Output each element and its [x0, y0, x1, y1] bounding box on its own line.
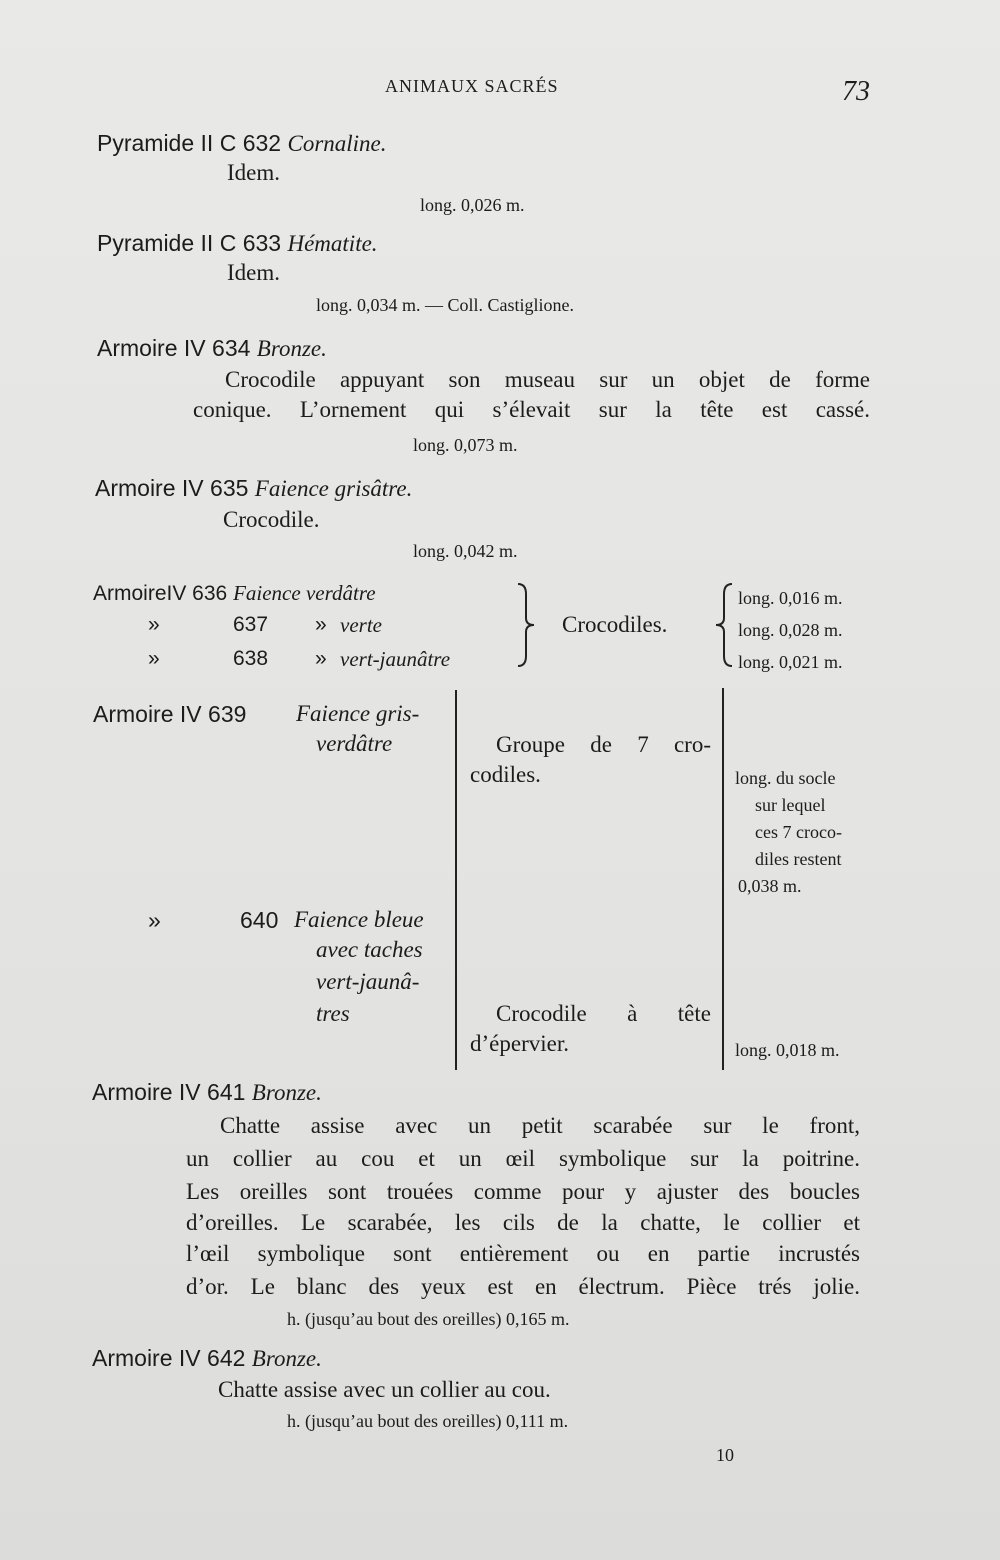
entry-639-desc-line-2: codiles.	[470, 762, 541, 787]
entry-637-number: 637	[233, 613, 269, 636]
entry-640-material-line-3: vert-jaunâ-	[316, 969, 420, 994]
entry-639-dim-line-4: diles restent	[755, 849, 842, 869]
entry-633-dimension: long. 0,034 m. — Coll. Castiglione.	[316, 295, 575, 315]
entry-634-desc-line-1: Crocodile appuyant son museau sur un objet de forme	[225, 367, 870, 392]
column-rule-right	[722, 688, 724, 1070]
entry-637-material: verte	[340, 613, 382, 637]
column-rule-left	[455, 690, 457, 1070]
entry-640-number: 640	[240, 907, 279, 933]
entry-637-ditto-location: »	[148, 613, 160, 636]
entry-641-desc-line-2: un collier au cou et un œil symbolique sur la poitrine.	[186, 1146, 860, 1171]
entry-634-dimension: long. 0,073 m.	[413, 435, 518, 455]
entry-640-desc-line-2: d’épervier.	[470, 1031, 569, 1056]
entry-635-heading	[95, 475, 412, 502]
group-636-description: Crocodiles.	[562, 612, 668, 637]
entry-639-desc-line-1: Groupe de 7 cro-	[496, 732, 711, 757]
entry-639-dim-line-3: ces 7 croco-	[755, 822, 842, 842]
entry-641-dimension: h. (jusqu’au bout des oreilles) 0,165 m.	[287, 1309, 570, 1329]
entry-material: Bronze.	[251, 1346, 322, 1371]
entry-material: Faience verdâtre	[233, 581, 376, 605]
entry-641-desc-line-5: l’œil symbolique sont entièrement ou en partie incrustés	[186, 1241, 860, 1266]
entry-641-desc-line-1: Chatte assise avec un petit scarabée sur le front,	[220, 1113, 860, 1138]
entry-642-heading	[92, 1345, 322, 1372]
entry-632-description: Idem.	[227, 160, 281, 185]
closing-brace-636-638	[510, 580, 540, 670]
entry-638-material: vert-jaunâtre	[340, 647, 451, 671]
entry-material: Hématite.	[287, 231, 378, 256]
entry-639-dim-line-2: sur lequel	[755, 795, 826, 815]
entry-634-desc-line-2: conique. L’ornement qui s’élevait sur la tête est cassé.	[193, 397, 870, 422]
entry-material: Cornaline.	[287, 131, 387, 156]
entry-633-heading	[97, 230, 378, 257]
signature-mark: 10	[716, 1445, 734, 1465]
entry-641-heading	[92, 1079, 322, 1106]
entry-639-dim-line-5: 0,038 m.	[738, 876, 802, 896]
running-title: ANIMAUX SACRÉS	[385, 76, 559, 96]
entry-642-description: Chatte assise avec un collier au cou.	[218, 1377, 551, 1402]
entry-location: ArmoireIV 636	[93, 582, 228, 605]
entry-location: Armoire IV 635	[95, 475, 249, 501]
entry-638-ditto: »	[315, 647, 327, 670]
entry-location: Armoire IV 641	[92, 1079, 246, 1105]
entry-639-material-line-2: verdâtre	[316, 731, 393, 756]
entry-638-number: 638	[233, 647, 269, 670]
entry-639-dim-line-1: long. du socle	[735, 768, 836, 788]
entry-639-location: Armoire IV 639	[93, 701, 247, 727]
entry-633-description: Idem.	[227, 260, 281, 285]
entry-635-dimension: long. 0,042 m.	[413, 541, 518, 561]
entry-637-dimension: long. 0,028 m.	[738, 620, 843, 640]
entry-location: Pyramide II C 633	[97, 230, 282, 256]
entry-640-material-line-1: Faience bleue	[294, 907, 424, 932]
entry-640-desc-line-1: Crocodile à tête	[496, 1001, 711, 1026]
entry-material: Faience grisâtre.	[254, 476, 413, 501]
opening-brace-636-638	[710, 580, 740, 670]
entry-637-ditto: »	[315, 613, 327, 636]
entry-632-dimension: long. 0,026 m.	[420, 195, 525, 215]
entry-634-heading	[97, 335, 327, 362]
entry-640-ditto-location: »	[148, 907, 161, 933]
entry-642-dimension: h. (jusqu’au bout des oreilles) 0,111 m.	[287, 1411, 569, 1431]
entry-638-ditto-location: »	[148, 647, 160, 670]
entry-location: Armoire IV 634	[97, 335, 251, 361]
entry-640-material-line-4: tres	[316, 1001, 350, 1026]
entry-641-desc-line-4: d’oreilles. Le scarabée, les cils de la chatte, le collier et	[186, 1210, 860, 1235]
entry-638-dimension: long. 0,021 m.	[738, 652, 843, 672]
entry-640-material-line-2: avec taches	[316, 937, 423, 962]
entry-material: Bronze.	[256, 336, 327, 361]
entry-640-dimension: long. 0,018 m.	[735, 1040, 840, 1060]
entry-641-desc-line-3: Les oreilles sont trouées comme pour y ajuster des boucles	[186, 1179, 860, 1204]
page-number: 73	[842, 76, 870, 107]
entry-location: Pyramide II C 632	[97, 130, 282, 156]
entry-641-desc-line-6: d’or. Le blanc des yeux est en électrum. Pièce trés jolie.	[186, 1274, 860, 1299]
entry-636-heading	[93, 581, 376, 606]
entry-material: Bronze.	[251, 1080, 322, 1105]
entry-639-material-line-1: Faience gris-	[296, 701, 420, 726]
entry-636-dimension: long. 0,016 m.	[738, 588, 843, 608]
entry-632-heading	[97, 130, 387, 157]
entry-635-description: Crocodile.	[223, 507, 320, 532]
entry-location: Armoire IV 642	[92, 1345, 246, 1371]
